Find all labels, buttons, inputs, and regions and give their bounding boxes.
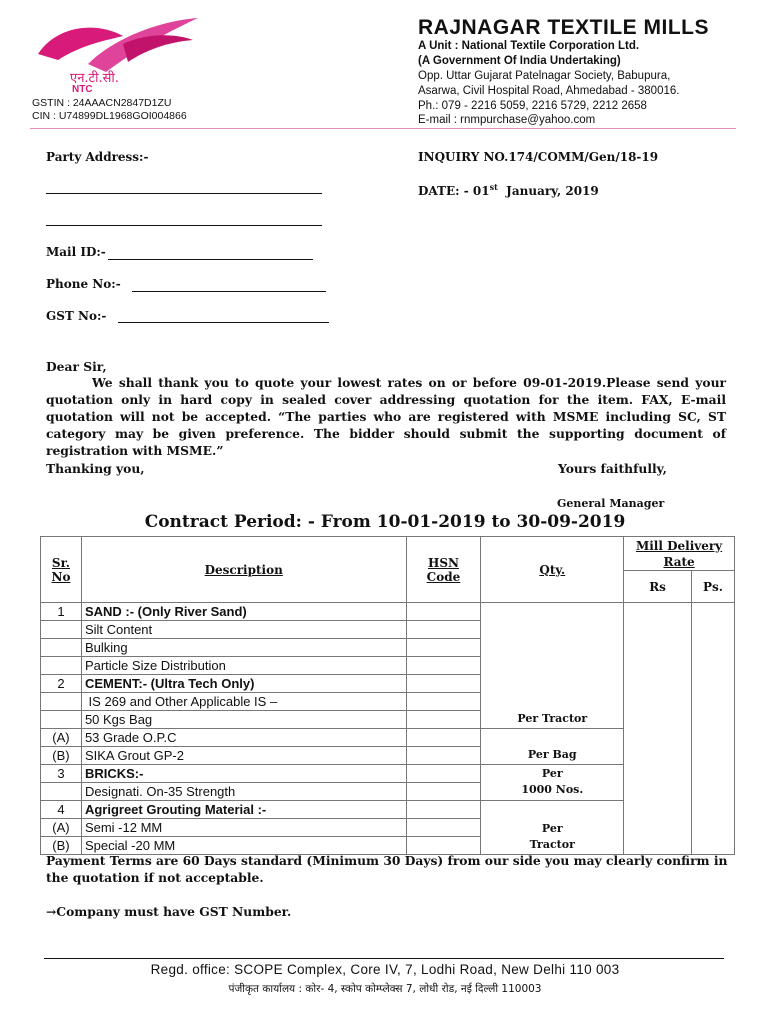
row-description: Special -20 MM	[81, 837, 406, 855]
qty-cell	[481, 801, 624, 855]
mail-id-field[interactable]	[108, 259, 313, 260]
header-qty: Qty.	[481, 537, 624, 603]
header-rate: Mill Delivery Rate	[624, 537, 735, 571]
header-ps: Ps.	[692, 571, 735, 603]
qty-label: Per	[541, 767, 563, 780]
mail-id-label: Mail ID:-	[46, 245, 106, 259]
row-hsn[interactable]	[406, 657, 481, 675]
row-description: Agrigreet Grouting Material :-	[81, 801, 406, 819]
thanking: Thanking you,	[46, 461, 145, 476]
yours-faithfully: Yours faithfully,	[558, 461, 667, 476]
qty-cell	[481, 765, 624, 801]
qty-label: Per Tractor	[517, 712, 588, 725]
company-line-2: (A Government Of India Undertaking)	[418, 55, 621, 67]
row-sr: (A)	[41, 819, 82, 837]
company-name: RAJNAGAR TEXTILE MILLS	[418, 16, 710, 39]
logo-en-text: NTC	[72, 84, 93, 95]
company-line-5: Ph.: 079 - 2216 5059, 2216 5729, 2212 2658	[418, 100, 647, 112]
signatory: General Manager	[557, 497, 665, 510]
cin: CIN : U74899DL1968GOI004866	[32, 110, 187, 122]
payment-terms: Payment Terms are 60 Days standard (Minimum 30 Days) from our side you may clearly confirm in the quotation if not acceptable.	[46, 853, 728, 885]
row-sr: 3	[41, 765, 82, 783]
row-hsn[interactable]	[406, 693, 481, 711]
inquiry-date: DATE: - 01st January, 2019	[418, 182, 599, 198]
row-sr: (B)	[41, 837, 82, 855]
row-hsn[interactable]	[406, 801, 481, 819]
rate-ps-cell[interactable]	[692, 603, 735, 855]
letter-paragraph: We shall thank you to quote your lowest rates on or before 09-01-2019.Please send your quotation only in hard copy in sealed cover addressing quotation for the item. FAX, E-mail quotation will not be accepted. “The parties who are registered with MSME including SC, ST category may be given preference. The bidder should submit the supporting document of registration with MSME.”	[46, 375, 726, 458]
row-hsn[interactable]	[406, 783, 481, 801]
row-description: SIKA Grout GP-2	[81, 747, 406, 765]
qty-label: Per Bag	[527, 748, 577, 761]
row-description: Bulking	[81, 639, 406, 657]
party-address-label: Party Address:-	[46, 150, 149, 164]
row-hsn[interactable]	[406, 747, 481, 765]
phone-field[interactable]	[132, 291, 326, 292]
phone-label: Phone No:-	[46, 277, 121, 291]
contract-period: Contract Period: - From 10-01-2019 to 30-09-2019	[144, 512, 626, 532]
qty-label: 1000 Nos.	[521, 783, 584, 796]
rate-rs-cell[interactable]	[624, 603, 692, 855]
header-divider	[30, 128, 736, 129]
footer-regd-en: Regd. office: SCOPE Complex, Core IV, 7, Lodhi Road, New Delhi 110 003	[150, 962, 620, 977]
inquiry-number: INQUIRY NO.174/COMM/Gen/18-19	[418, 150, 659, 164]
footer-divider	[44, 958, 724, 959]
row-hsn[interactable]	[406, 639, 481, 657]
header-description: Description	[81, 537, 406, 603]
row-description: 50 Kgs Bag	[81, 711, 406, 729]
company-line-4: Asarwa, Civil Hospital Road, Ahmedabad - 380016.	[418, 85, 680, 97]
row-hsn[interactable]	[406, 675, 481, 693]
gst-label: GST No:-	[46, 309, 107, 323]
logo-hindi-text: एन.टी.सी.	[70, 71, 119, 86]
row-description: Silt Content	[81, 621, 406, 639]
header-rs: Rs	[624, 571, 692, 603]
company-line-3: Opp. Uttar Gujarat Patelnagar Society, Babupura,	[418, 70, 671, 82]
party-address-line-1[interactable]	[46, 193, 322, 194]
party-address-line-2[interactable]	[46, 225, 322, 226]
row-description: Particle Size Distribution	[81, 657, 406, 675]
gst-field[interactable]	[118, 322, 329, 323]
row-description: Semi -12 MM	[81, 819, 406, 837]
gst-note: →Company must have GST Number.	[46, 904, 292, 919]
row-description: CEMENT:- (Ultra Tech Only)	[81, 675, 406, 693]
row-sr	[41, 639, 82, 657]
header-sr: Sr. No	[41, 537, 82, 603]
header-hsn: HSN Code	[406, 537, 481, 603]
footer-regd-hi: पंजीकृत कार्यालय : कोर- 4, स्कोप कोम्प्लेक्स 7, लोधी रोड, नई दिल्ली 110003	[228, 983, 542, 995]
row-hsn[interactable]	[406, 711, 481, 729]
row-description: Designati. On-35 Strength	[81, 783, 406, 801]
row-hsn[interactable]	[406, 729, 481, 747]
items-table	[40, 536, 735, 855]
ntc-logo	[28, 14, 228, 94]
row-sr	[41, 621, 82, 639]
gstin: GSTIN : 24AAACN2847D1ZU	[32, 97, 172, 109]
row-description: SAND :- (Only River Sand)	[81, 603, 406, 621]
row-hsn[interactable]	[406, 765, 481, 783]
row-sr	[41, 657, 82, 675]
row-hsn[interactable]	[406, 621, 481, 639]
row-sr	[41, 711, 82, 729]
row-sr	[41, 693, 82, 711]
row-description: IS 269 and Other Applicable IS –	[81, 693, 406, 711]
row-sr	[41, 783, 82, 801]
row-sr: 4	[41, 801, 82, 819]
salutation: Dear Sir,	[46, 359, 107, 374]
company-line-6: E-mail : rnmpurchase@yahoo.com	[418, 114, 596, 126]
company-line-1: A Unit : National Textile Corporation Ltd.	[418, 40, 640, 52]
row-hsn[interactable]	[406, 819, 481, 837]
table-row	[41, 603, 735, 621]
qty-label: Tractor	[529, 838, 575, 851]
qty-label: Per	[541, 822, 563, 835]
row-description: 53 Grade O.P.C	[81, 729, 406, 747]
row-sr: (A)	[41, 729, 82, 747]
row-hsn[interactable]	[406, 603, 481, 621]
qty-cell	[481, 729, 624, 765]
row-sr: 1	[41, 603, 82, 621]
row-sr: (B)	[41, 747, 82, 765]
row-sr: 2	[41, 675, 82, 693]
qty-cell	[481, 603, 624, 729]
row-description: BRICKS:-	[81, 765, 406, 783]
